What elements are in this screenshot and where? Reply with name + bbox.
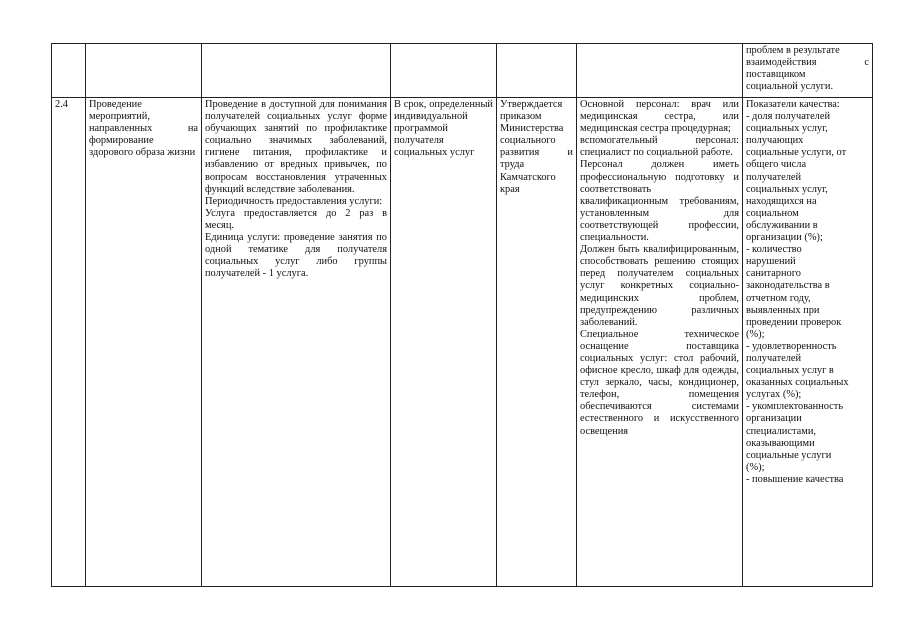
conditions-paragraph: Персонал должен иметь профессиональную подготовку и соответствовать квалификационным требованиям, установленным для соответствующей профессии, специальности. <box>580 159 739 244</box>
conditions-paragraph: Основной персонал: врач или медицинская сестра, или медицинская сестра процедурная; <box>580 99 739 135</box>
indicator-line: санитарного <box>746 268 801 280</box>
indicator-line: получающих <box>746 135 804 147</box>
cell-empty <box>577 44 743 98</box>
indicator-line: находящихся на <box>746 195 817 207</box>
description-paragraph: Проведение в доступной для понимания получателей социальных услуг форме обучающих занятий по профилактике социально значимых заболеваний, гигиене питания, профилактике и избавлению от вредных привычек, по вопросам восстановления утраченных функций вследствие заболевания. <box>205 99 387 195</box>
cell-empty <box>497 44 577 98</box>
cell-service-name: Проведение мероприятий, направленных на формирование здорового образа жизни <box>86 98 202 587</box>
indicator-line: (%); <box>746 461 765 473</box>
description-paragraph: Услуга предоставляется до 2 раз в месяц. <box>205 207 387 231</box>
indicator-line: социальные услуги, от <box>746 147 847 159</box>
table-row-continuation <box>52 44 873 98</box>
table-row-2-4 <box>52 98 873 587</box>
indicator-line: - доля получателей <box>746 111 831 123</box>
indicator-line: социальных услуг, <box>746 183 828 195</box>
indicator-line: получателей <box>746 171 802 183</box>
description-paragraph: Периодичность предоставления услуги: <box>205 195 383 207</box>
cell-quality-indicators <box>743 98 873 587</box>
indicator-line: организации (%); <box>746 232 823 244</box>
conditions-paragraph: Должен быть квалифицированным, способствовать решению стоящих перед получателем социальных услуг конкретных социально-медицинских проблем, предупреждению различных заболеваний. <box>580 244 739 328</box>
social-services-table <box>51 43 873 587</box>
indicator-line: выявленных при <box>746 304 820 316</box>
indicator-line: оказывающими <box>746 437 815 449</box>
indicator-line: - повышение качества <box>746 473 844 485</box>
cell-service-conditions <box>577 98 743 587</box>
indicator-line: Показатели качества: <box>746 99 840 110</box>
indicator-line: получателей <box>746 352 802 364</box>
cell-empty <box>202 44 391 98</box>
cell-service-tariff: Утверждается приказом Министерства социального развития и труда Камчатского края <box>497 98 577 587</box>
indicator-line: - количество <box>746 244 802 256</box>
cell-empty <box>391 44 497 98</box>
indicator-line: - удовлетворенность <box>746 340 837 352</box>
indicator-line: оказанных социальных <box>746 377 849 389</box>
indicator-line: общего числа <box>746 159 807 171</box>
indicator-line: организации <box>746 413 802 425</box>
indicator-line: проблем в результате <box>746 45 840 56</box>
indicator-line: социальных услуг в <box>746 365 834 377</box>
cell-service-description <box>202 98 391 587</box>
indicator-line: социальных услуг, <box>746 123 828 135</box>
indicator-line: обслуживании в <box>746 219 818 231</box>
indicator-line: нарушений <box>746 256 796 268</box>
indicator-line: социальные услуги <box>746 449 832 461</box>
indicator-line: поставщиком <box>746 69 806 81</box>
indicator-line: отчетном году, <box>746 292 811 304</box>
indicator-line: взаимодействия с <box>746 57 869 69</box>
indicator-line: социальной услуги. <box>746 81 834 93</box>
indicator-line: (%); <box>746 328 765 340</box>
indicator-line: специалистами, <box>746 425 816 437</box>
cell-row-number: 2.4 <box>52 98 86 587</box>
indicator-line: услугах (%); <box>746 389 802 401</box>
conditions-paragraph: Специальное техническое оснащение поставщика социальных услуг: стол рабочий, офисное кресло, шкаф для одежды, стул зеркало, часы, кондиционер, телефон, помещения обеспечиваются системами естественного и искусственного освещения <box>580 328 739 437</box>
indicator-line: законодательства в <box>746 280 830 292</box>
conditions-paragraph: вспомогательный персонал: специалист по социальной работе. <box>580 135 739 159</box>
indicator-line: социальном <box>746 207 799 219</box>
cell-service-term: В срок, определенный индивидуальной программой получателя социальных услуг <box>391 98 497 587</box>
indicator-line: проведении проверок <box>746 316 842 328</box>
cell-empty <box>86 44 202 98</box>
description-paragraph: Единица услуги: проведение занятия по одной тематике для получателя социальных услуг либо группы получателей - 1 услуга. <box>205 232 387 280</box>
cell-indicators-continued <box>743 44 873 98</box>
cell-empty <box>52 44 86 98</box>
indicator-line: - укомплектованность <box>746 401 844 413</box>
